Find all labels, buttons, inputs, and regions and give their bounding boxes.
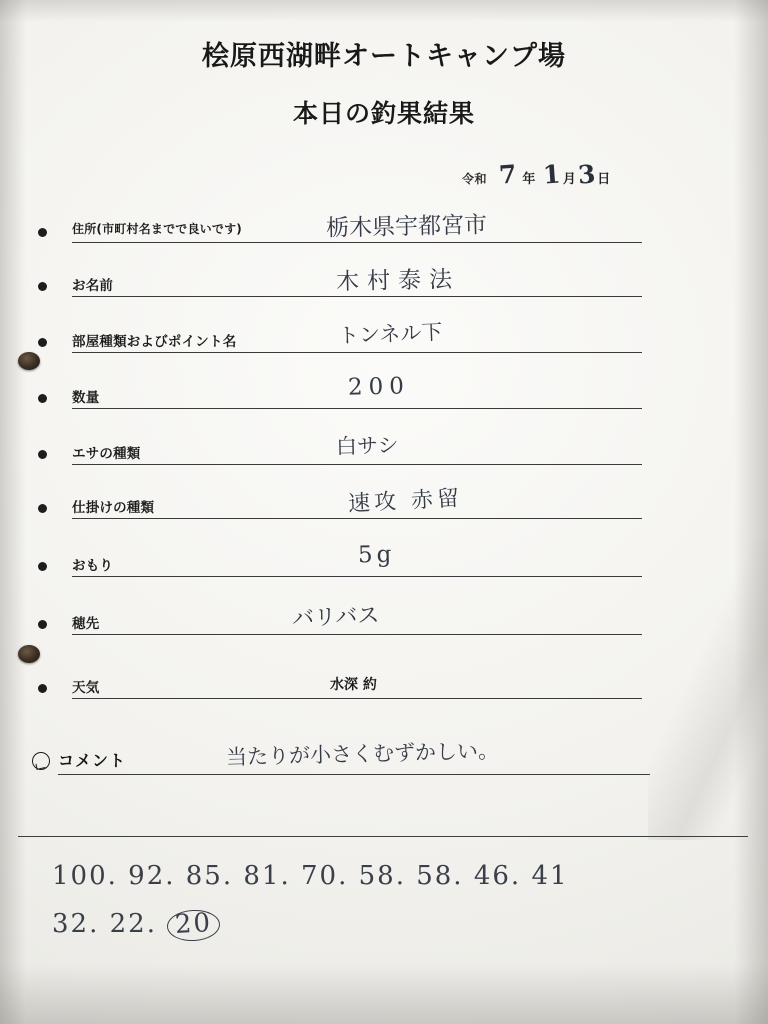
field-label-room-point: 部屋種類およびポイント名 [72, 334, 237, 350]
document-title: 桧原西湖畔オートキャンプ場 [202, 41, 566, 72]
bullet-icon [38, 228, 47, 237]
form-row-name [30, 266, 642, 312]
field-value-sinker: 5g [357, 541, 396, 569]
catch-numbers-line-1: 100. 92. 85. 81. 70. 58. 58. 46. 41 [52, 861, 569, 891]
form-row-rig [30, 488, 642, 534]
paper-shade-left [0, 0, 26, 1024]
field-underline [72, 698, 642, 699]
form-row-quantity [30, 373, 642, 424]
form-row-address [30, 212, 642, 258]
comment-bubble-icon [32, 752, 50, 770]
date-day-unit: 日 [597, 172, 611, 187]
form-row-weather [30, 668, 642, 714]
bullet-icon [38, 338, 47, 347]
field-label-water-depth: 水深 約 [330, 677, 377, 693]
bullet-icon [38, 450, 47, 459]
paper-shade-bottom [0, 964, 768, 1024]
form-row-bait [30, 434, 642, 480]
date-month-value: 1 [542, 159, 562, 190]
field-value-rig: 速攻 赤留 [347, 486, 464, 517]
bullet-icon [38, 504, 47, 513]
field-underline [72, 352, 642, 353]
bullet-icon [38, 282, 47, 291]
field-value-name: 木村泰法 [335, 266, 461, 296]
era-label: 令和 [462, 172, 488, 186]
catch-number-list [52, 852, 752, 948]
field-label-rod-tip: 穂先 [72, 616, 100, 632]
field-underline [72, 408, 642, 409]
catch-numbers-circled-value: 20 [166, 909, 221, 943]
bullet-icon [38, 620, 47, 629]
comment-underline [58, 774, 650, 775]
bottom-divider [18, 836, 748, 837]
date-month-unit: 月 [562, 172, 576, 187]
comment-row [30, 740, 642, 788]
date-day-value: 3 [576, 159, 597, 190]
field-value-quantity: 200 [347, 373, 411, 401]
field-underline [72, 242, 642, 243]
field-label-name: お名前 [72, 278, 114, 294]
document-subtitle: 本日の釣果結果 [292, 99, 475, 128]
field-value-room-point: トンネル下 [337, 320, 443, 348]
paper-shade-top [0, 0, 768, 22]
catch-numbers-line-2 [52, 900, 752, 948]
field-underline [72, 518, 642, 519]
bullet-icon [38, 684, 47, 693]
field-value-rod-tip: バリバス [291, 603, 380, 632]
comment-label: コメント [58, 751, 127, 770]
field-label-weather: 天気 [72, 680, 100, 696]
field-underline [72, 464, 642, 465]
field-underline [72, 576, 642, 577]
field-label-bait: エサの種類 [72, 446, 141, 462]
form-row-rod-tip [30, 604, 642, 650]
field-underline [72, 634, 642, 635]
field-value-bait: 白サシ [335, 433, 399, 459]
catch-numbers-line-2-prefix: 32. 22. [52, 909, 157, 939]
field-label-address: 住所(市町村名までで良いです) [72, 222, 242, 236]
paper-crease [648, 540, 768, 840]
field-label-rig: 仕掛けの種類 [72, 500, 155, 516]
date-year-unit: 年 [522, 172, 536, 187]
comment-value: 当たりが小さくむずかしい。 [225, 738, 500, 770]
field-value-address: 栃木県宇都宮市 [325, 212, 488, 242]
field-label-quantity: 数量 [72, 390, 100, 406]
form-row-room-point [30, 322, 642, 368]
field-underline [72, 296, 642, 297]
bullet-icon [38, 394, 47, 403]
bullet-icon [38, 562, 47, 571]
form-row-sinker [30, 541, 642, 592]
date-year-value: 7 [498, 159, 518, 190]
date-line [462, 160, 610, 189]
field-label-sinker: おもり [72, 558, 114, 574]
